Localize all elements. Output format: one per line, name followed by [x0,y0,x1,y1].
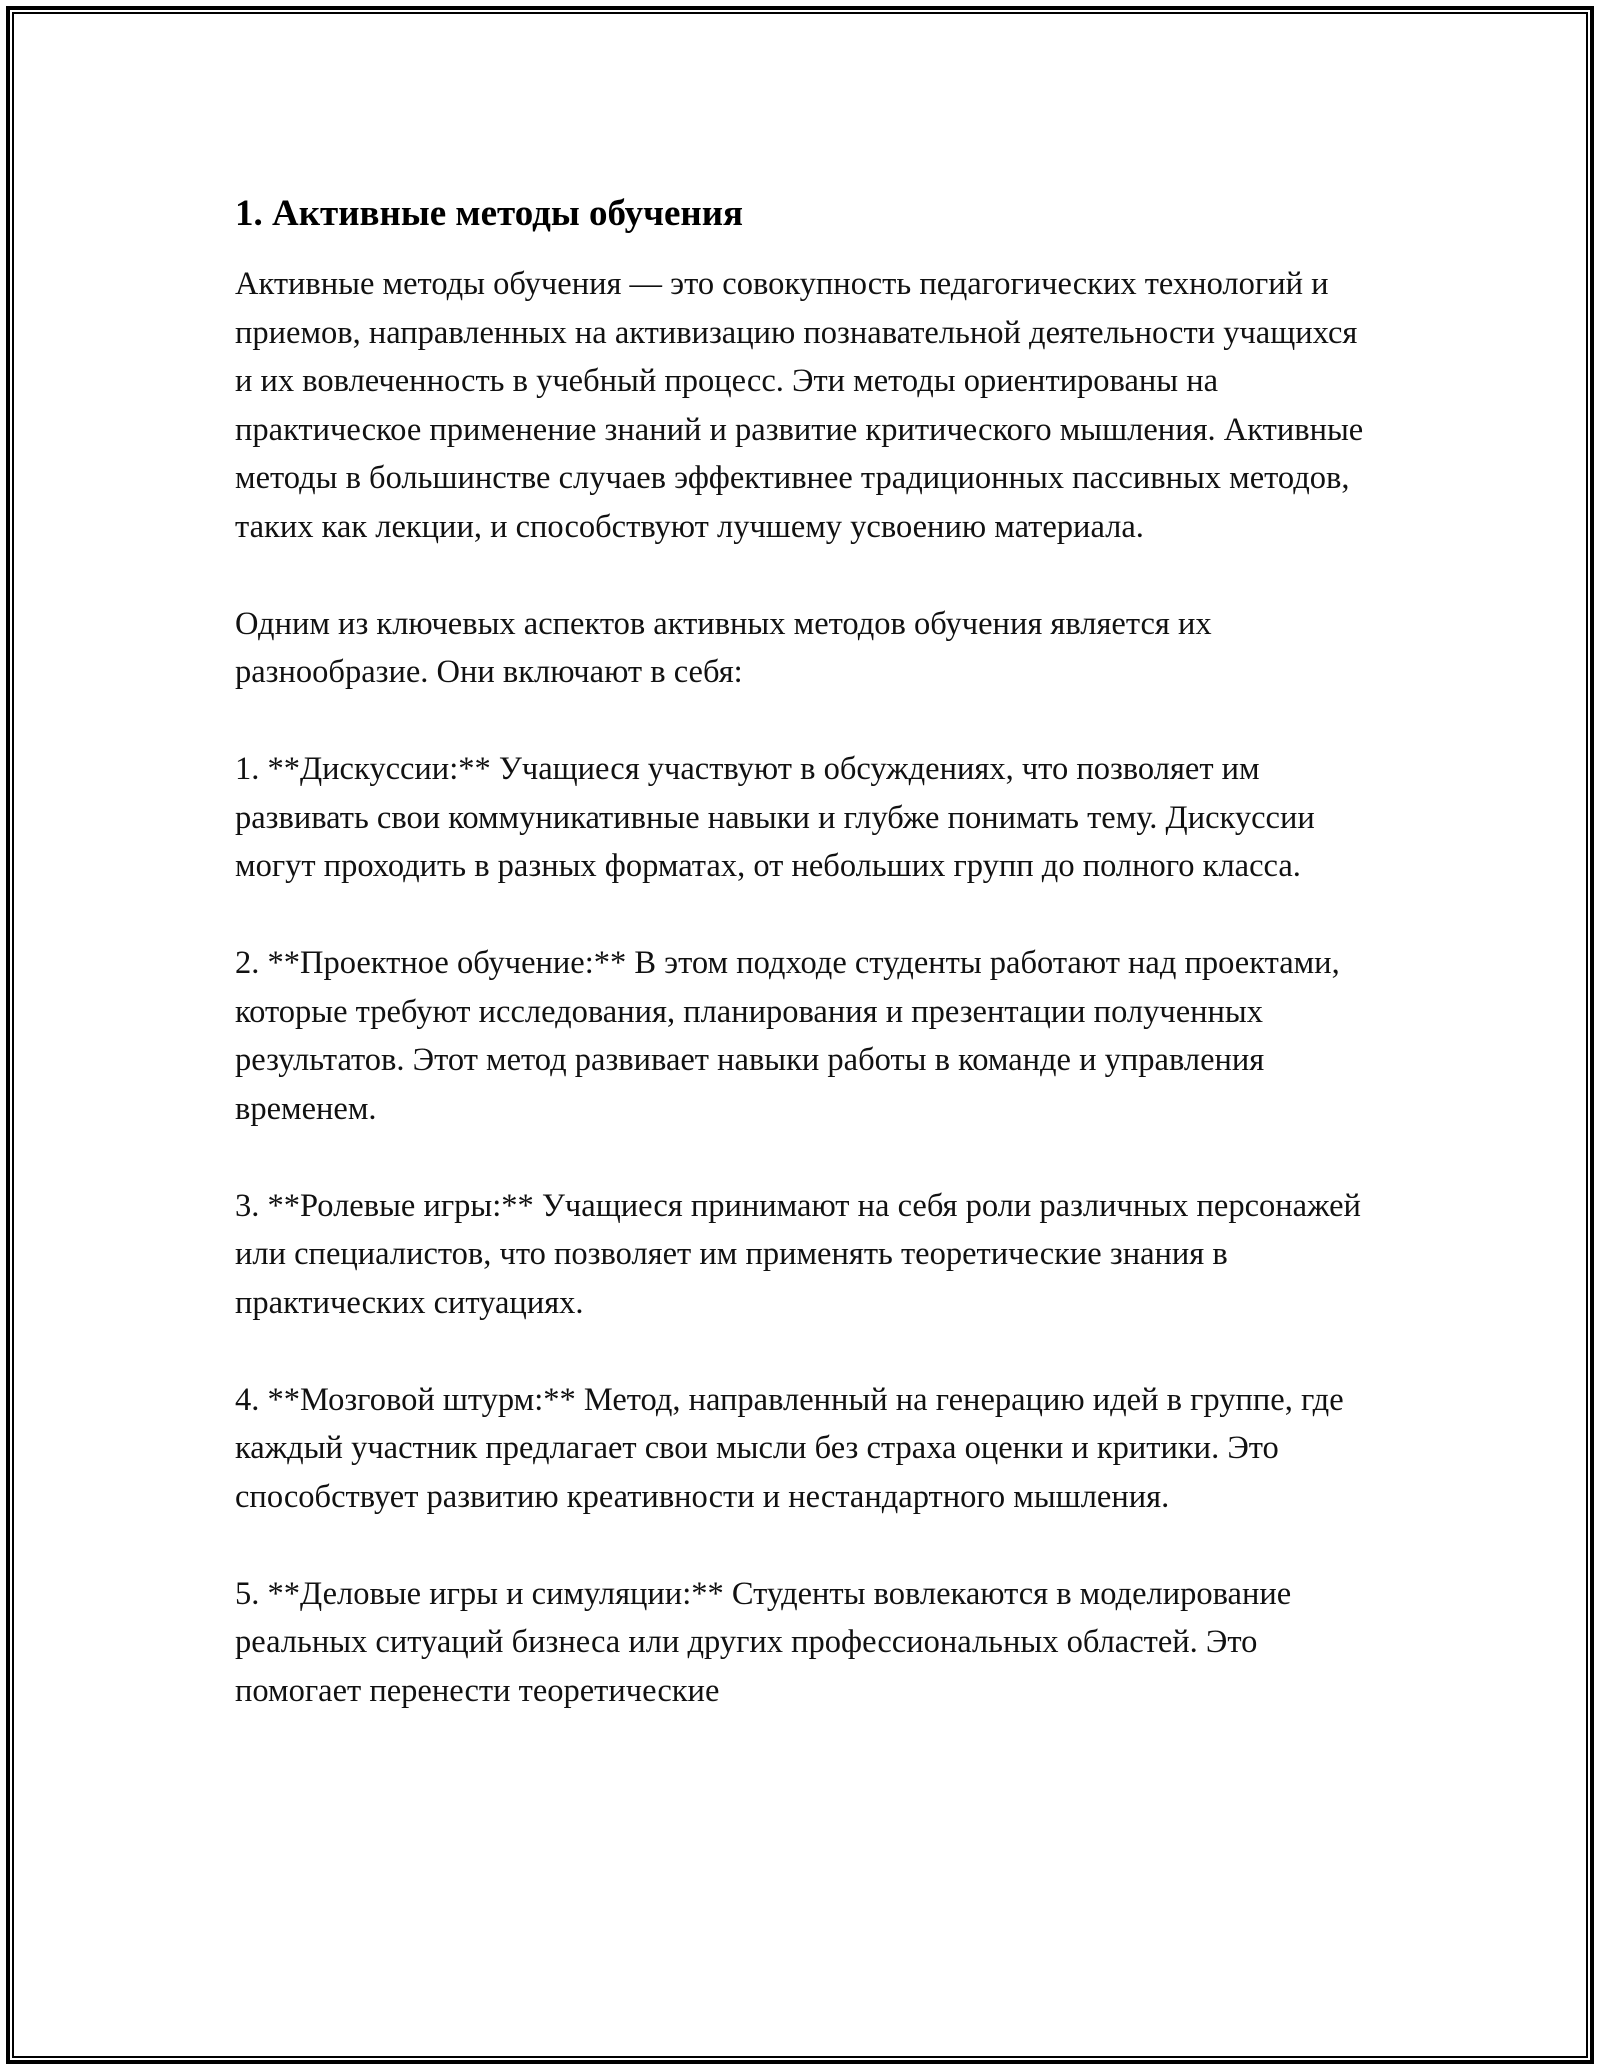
diversity-paragraph: Одним из ключевых аспектов активных методов обучения является их разнообразие. Они включают в себя: [235,605,1212,690]
list-item-role-games: 3. **Ролевые игры:** Учащиеся принимают на себя роли различных персонажей или специалистов, что позволяет им применять теоретические знания в практических ситуациях. [235,1187,1361,1321]
section-heading: 1. Активные методы обучения [235,193,744,234]
list-item-business-games: 5. **Деловые игры и симуляции:** Студенты вовлекаются в моделирование реальных ситуаций бизнеса или других профессиональных областей. Это помогает перенести теоретические [235,1575,1292,1709]
list-item-brainstorm: 4. **Мозговой штурм:** Метод, направленный на генерацию идей в группе, где каждый участник предлагает свои мысли без страха оценки и критики. Это способствует развитию креативности и нестандартного мышления. [235,1381,1344,1515]
intro-paragraph: Активные методы обучения — это совокупность педагогических технологий и приемов, направленных на активизацию познавательной деятельности учащихся и их вовлеченность в учебный процесс. Эти методы ориентированы на практическое применение знаний и развитие критического мышления. Активные методы в большинстве случаев эффективнее традиционных пассивных методов, таких как лекции, и способствуют лучшему усвоению материала. [235,266,1364,545]
document-body [235,190,1375,1715]
list-item-project-learning: 2. **Проектное обучение:** В этом подходе студенты работают над проектами, которые требуют исследования, планирования и презентации полученных результатов. Этот метод развивает навыки работы в команде и управления временем. [235,945,1340,1127]
list-item-discussions: 1. **Дискуссии:** Учащиеся участвуют в обсуждениях, что позволяет им развивать свои коммуникативные навыки и глубже понимать тему. Дискуссии могут проходить в разных форматах, от небольших групп до полного класса. [235,751,1315,884]
